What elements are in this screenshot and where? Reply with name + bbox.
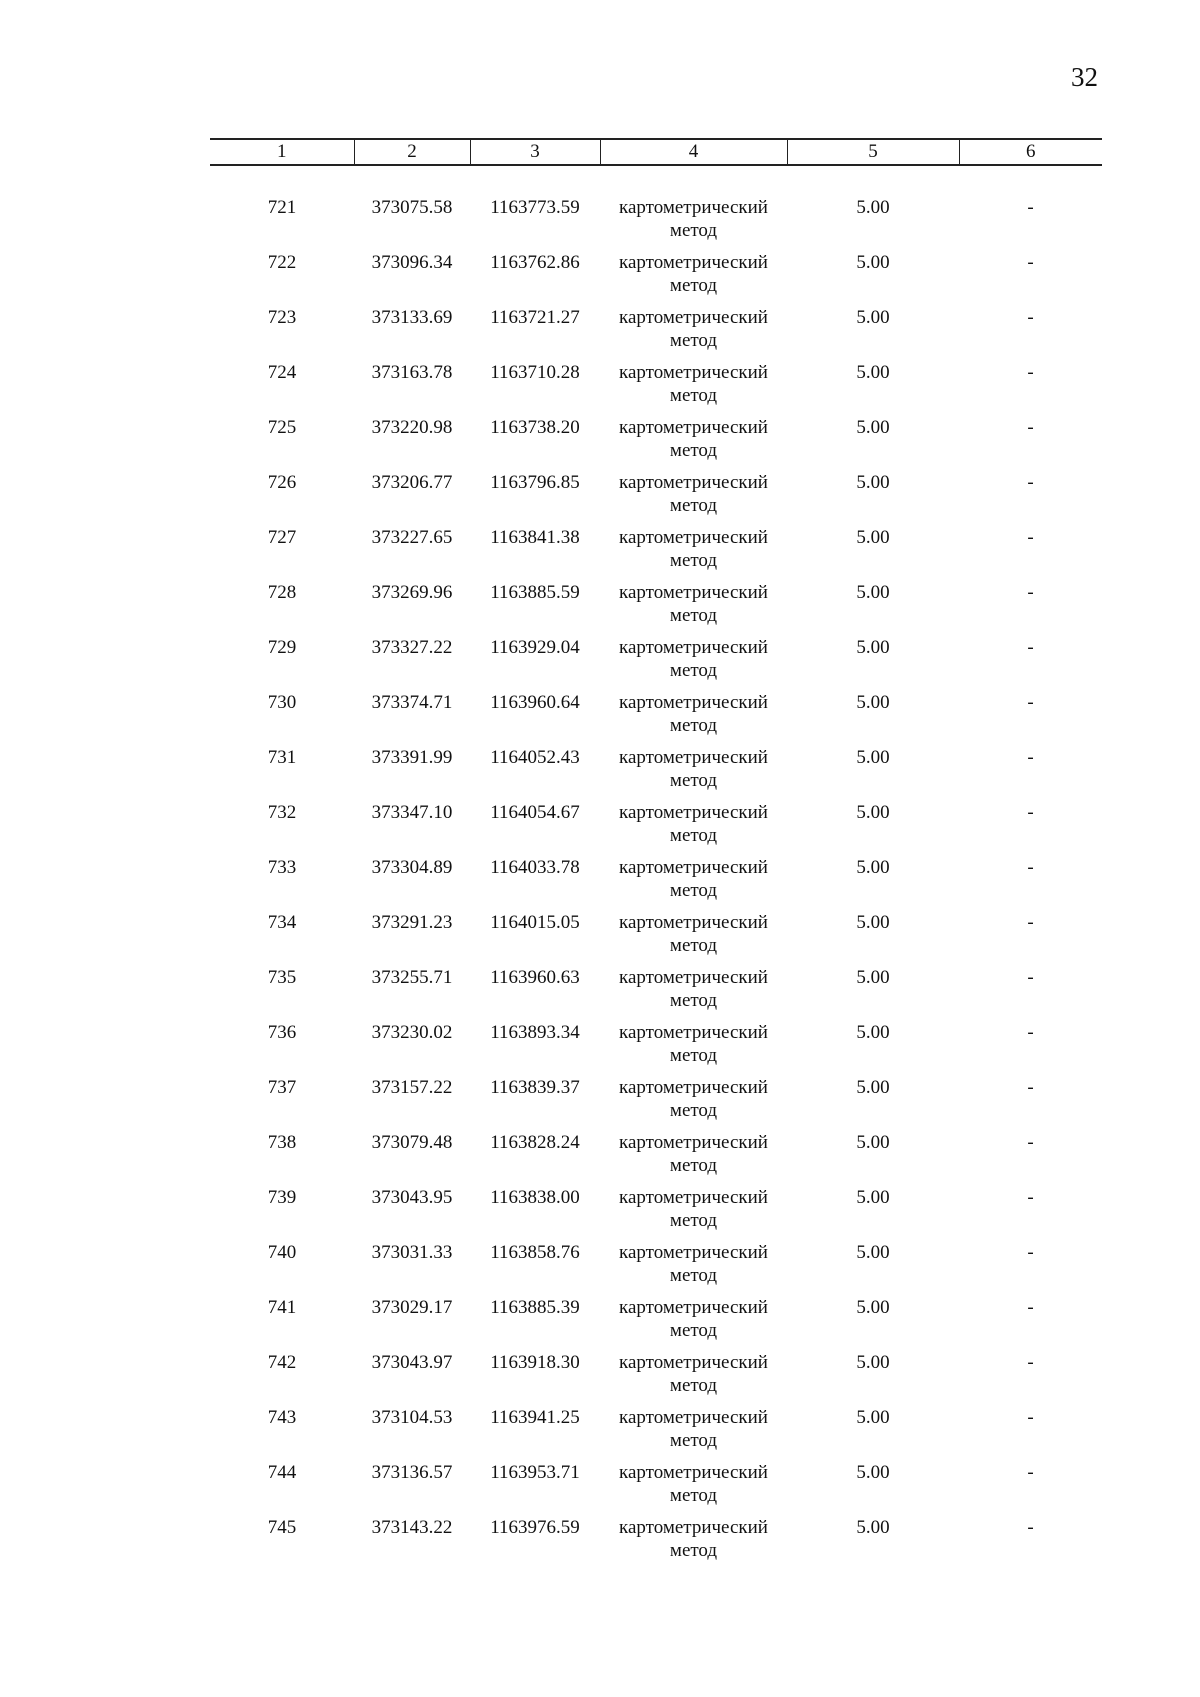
accuracy-cell: 5.00 <box>856 472 890 493</box>
x-coordinate-cell: 373043.95 <box>371 1187 453 1208</box>
method-cell <box>600 1076 787 1131</box>
method-line-2: метод <box>669 880 718 901</box>
y-coordinate-cell: 1163738.20 <box>490 417 580 438</box>
method-cell <box>600 1351 787 1406</box>
x-coordinate-cell: 373347.10 <box>371 802 453 823</box>
method-line-2: метод <box>669 220 718 241</box>
method-line-1: картометрический <box>619 802 768 823</box>
point-number-cell: 733 <box>267 857 297 878</box>
x-coordinate-cell: 373136.57 <box>371 1462 453 1483</box>
x-coordinate-cell: 373269.96 <box>371 582 453 603</box>
method-line-1: картометрический <box>619 1297 768 1318</box>
note-cell: - <box>1027 1132 1034 1153</box>
x-coordinate-cell: 373327.22 <box>371 637 453 658</box>
method-cell <box>600 1516 787 1571</box>
method-cell <box>600 361 787 416</box>
method-line-2: метод <box>669 1100 718 1121</box>
y-coordinate-cell: 1163721.27 <box>490 307 580 328</box>
note-cell: - <box>1027 967 1034 988</box>
accuracy-cell: 5.00 <box>856 637 890 658</box>
accuracy-cell: 5.00 <box>856 1077 890 1098</box>
method-line-2: метод <box>669 1210 718 1231</box>
note-cell: - <box>1027 802 1034 823</box>
x-coordinate-cell: 373374.71 <box>371 692 453 713</box>
y-coordinate-cell: 1163838.00 <box>490 1187 580 1208</box>
y-coordinate-cell: 1164033.78 <box>490 857 580 878</box>
accuracy-cell: 5.00 <box>856 912 890 933</box>
point-number-cell: 730 <box>267 692 297 713</box>
y-coordinate-cell: 1164054.67 <box>490 802 580 823</box>
column-header: 5 <box>787 139 959 165</box>
method-line-2: метод <box>669 990 718 1011</box>
method-line-2: метод <box>669 1540 718 1561</box>
note-cell: - <box>1027 1517 1034 1538</box>
y-coordinate-cell: 1163885.39 <box>490 1297 580 1318</box>
point-number-cell: 740 <box>267 1242 297 1263</box>
x-coordinate-cell: 373031.33 <box>371 1242 453 1263</box>
table-row <box>210 251 1102 306</box>
point-number-cell: 726 <box>267 472 297 493</box>
method-line-1: картометрический <box>619 1077 768 1098</box>
method-line-1: картометрический <box>619 857 768 878</box>
method-cell <box>600 416 787 471</box>
method-line-1: картометрический <box>619 1242 768 1263</box>
method-cell <box>600 911 787 966</box>
note-cell: - <box>1027 362 1034 383</box>
point-number-cell: 723 <box>267 307 297 328</box>
method-line-1: картометрический <box>619 967 768 988</box>
table-row <box>210 966 1102 1021</box>
y-coordinate-cell: 1163960.63 <box>490 967 580 988</box>
accuracy-cell: 5.00 <box>856 417 890 438</box>
method-line-1: картометрический <box>619 1517 768 1538</box>
method-cell <box>600 1461 787 1516</box>
x-coordinate-cell: 373220.98 <box>371 417 453 438</box>
x-coordinate-cell: 373157.22 <box>371 1077 453 1098</box>
method-line-1: картометрический <box>619 692 768 713</box>
method-line-2: метод <box>669 715 718 736</box>
table-row <box>210 1516 1102 1571</box>
table-row <box>210 361 1102 416</box>
point-number-cell: 722 <box>267 252 297 273</box>
method-line-1: картометрический <box>619 637 768 658</box>
point-number-cell: 739 <box>267 1187 297 1208</box>
method-line-2: метод <box>669 1155 718 1176</box>
note-cell: - <box>1027 1407 1034 1428</box>
x-coordinate-cell: 373143.22 <box>371 1517 453 1538</box>
method-cell <box>600 196 787 251</box>
x-coordinate-cell: 373075.58 <box>371 197 453 218</box>
method-line-2: метод <box>669 1485 718 1506</box>
method-line-2: метод <box>669 275 718 296</box>
table-row <box>210 801 1102 856</box>
accuracy-cell: 5.00 <box>856 1517 890 1538</box>
note-cell: - <box>1027 637 1034 658</box>
method-cell <box>600 1131 787 1186</box>
method-line-1: картометрический <box>619 1462 768 1483</box>
accuracy-cell: 5.00 <box>856 967 890 988</box>
method-line-2: метод <box>669 825 718 846</box>
method-line-1: картометрический <box>619 307 768 328</box>
x-coordinate-cell: 373133.69 <box>371 307 453 328</box>
accuracy-cell: 5.00 <box>856 1187 890 1208</box>
note-cell: - <box>1027 912 1034 933</box>
table-row <box>210 1021 1102 1076</box>
note-cell: - <box>1027 1187 1034 1208</box>
y-coordinate-cell: 1163773.59 <box>490 197 580 218</box>
method-line-2: метод <box>669 935 718 956</box>
point-number-cell: 743 <box>267 1407 297 1428</box>
point-number-cell: 738 <box>267 1132 297 1153</box>
method-line-1: картометрический <box>619 472 768 493</box>
y-coordinate-cell: 1163976.59 <box>490 1517 580 1538</box>
accuracy-cell: 5.00 <box>856 802 890 823</box>
x-coordinate-cell: 373104.53 <box>371 1407 453 1428</box>
point-number-cell: 725 <box>267 417 297 438</box>
method-cell <box>600 746 787 801</box>
method-cell <box>600 1241 787 1296</box>
x-coordinate-cell: 373391.99 <box>371 747 453 768</box>
table-row <box>210 196 1102 251</box>
accuracy-cell: 5.00 <box>856 857 890 878</box>
column-header: 3 <box>470 139 600 165</box>
method-cell <box>600 966 787 1021</box>
note-cell: - <box>1027 197 1034 218</box>
x-coordinate-cell: 373043.97 <box>371 1352 453 1373</box>
accuracy-cell: 5.00 <box>856 362 890 383</box>
table-row <box>210 1076 1102 1131</box>
coordinates-table <box>210 138 1102 1571</box>
note-cell: - <box>1027 417 1034 438</box>
x-coordinate-cell: 373096.34 <box>371 252 453 273</box>
method-line-2: метод <box>669 330 718 351</box>
column-number-row <box>210 139 1102 165</box>
accuracy-cell: 5.00 <box>856 692 890 713</box>
point-number-cell: 731 <box>267 747 297 768</box>
accuracy-cell: 5.00 <box>856 1462 890 1483</box>
y-coordinate-cell: 1163885.59 <box>490 582 580 603</box>
accuracy-cell: 5.00 <box>856 1132 890 1153</box>
method-cell <box>600 471 787 526</box>
method-line-1: картометрический <box>619 1022 768 1043</box>
note-cell: - <box>1027 1297 1034 1318</box>
accuracy-cell: 5.00 <box>856 1242 890 1263</box>
point-number-cell: 735 <box>267 967 297 988</box>
table-row <box>210 856 1102 911</box>
method-cell <box>600 1296 787 1351</box>
accuracy-cell: 5.00 <box>856 252 890 273</box>
table-row <box>210 1241 1102 1296</box>
note-cell: - <box>1027 1352 1034 1373</box>
table-row <box>210 416 1102 471</box>
method-line-2: метод <box>669 1320 718 1341</box>
accuracy-cell: 5.00 <box>856 747 890 768</box>
y-coordinate-cell: 1163762.86 <box>490 252 580 273</box>
x-coordinate-cell: 373029.17 <box>371 1297 453 1318</box>
point-number-cell: 742 <box>267 1352 297 1373</box>
point-number-cell: 745 <box>267 1517 297 1538</box>
table-row <box>210 306 1102 361</box>
column-header: 2 <box>354 139 470 165</box>
method-line-2: метод <box>669 660 718 681</box>
method-cell <box>600 636 787 691</box>
y-coordinate-cell: 1163918.30 <box>490 1352 580 1373</box>
note-cell: - <box>1027 857 1034 878</box>
table-row <box>210 581 1102 636</box>
column-header: 6 <box>959 139 1102 165</box>
method-line-2: метод <box>669 1045 718 1066</box>
note-cell: - <box>1027 1077 1034 1098</box>
method-cell <box>600 526 787 581</box>
point-number-cell: 736 <box>267 1022 297 1043</box>
method-cell <box>600 1186 787 1241</box>
table-row <box>210 636 1102 691</box>
accuracy-cell: 5.00 <box>856 1352 890 1373</box>
point-number-cell: 724 <box>267 362 297 383</box>
accuracy-cell: 5.00 <box>856 1407 890 1428</box>
header-spacer <box>210 165 1102 196</box>
point-number-cell: 728 <box>267 582 297 603</box>
y-coordinate-cell: 1163841.38 <box>490 527 580 548</box>
method-line-1: картометрический <box>619 582 768 603</box>
point-number-cell: 744 <box>267 1462 297 1483</box>
table-row <box>210 1461 1102 1516</box>
point-number-cell: 732 <box>267 802 297 823</box>
table-row <box>210 911 1102 966</box>
method-line-1: картометрический <box>619 417 768 438</box>
method-line-1: картометрический <box>619 1407 768 1428</box>
accuracy-cell: 5.00 <box>856 527 890 548</box>
y-coordinate-cell: 1163796.85 <box>490 472 580 493</box>
accuracy-cell: 5.00 <box>856 197 890 218</box>
y-coordinate-cell: 1163929.04 <box>490 637 580 658</box>
note-cell: - <box>1027 527 1034 548</box>
method-line-1: картометрический <box>619 1187 768 1208</box>
x-coordinate-cell: 373163.78 <box>371 362 453 383</box>
note-cell: - <box>1027 1242 1034 1263</box>
page-number: 32 <box>1071 62 1098 92</box>
method-line-1: картометрический <box>619 197 768 218</box>
note-cell: - <box>1027 747 1034 768</box>
y-coordinate-cell: 1163828.24 <box>490 1132 580 1153</box>
point-number-cell: 741 <box>267 1297 297 1318</box>
y-coordinate-cell: 1163710.28 <box>490 362 580 383</box>
note-cell: - <box>1027 1462 1034 1483</box>
table-row <box>210 1351 1102 1406</box>
point-number-cell: 737 <box>267 1077 297 1098</box>
y-coordinate-cell: 1163941.25 <box>490 1407 580 1428</box>
x-coordinate-cell: 373227.65 <box>371 527 453 548</box>
method-cell <box>600 691 787 746</box>
column-header: 4 <box>600 139 787 165</box>
method-line-1: картометрический <box>619 1132 768 1153</box>
point-number-cell: 727 <box>267 527 297 548</box>
note-cell: - <box>1027 307 1034 328</box>
note-cell: - <box>1027 692 1034 713</box>
method-cell <box>600 801 787 856</box>
method-line-2: метод <box>669 1430 718 1451</box>
x-coordinate-cell: 373206.77 <box>371 472 453 493</box>
method-line-1: картометрический <box>619 362 768 383</box>
y-coordinate-cell: 1164015.05 <box>490 912 580 933</box>
table-body <box>210 165 1102 1571</box>
table-row <box>210 526 1102 581</box>
method-line-2: метод <box>669 605 718 626</box>
note-cell: - <box>1027 582 1034 603</box>
point-number-cell: 734 <box>267 912 297 933</box>
y-coordinate-cell: 1163893.34 <box>490 1022 580 1043</box>
accuracy-cell: 5.00 <box>856 582 890 603</box>
table-row <box>210 471 1102 526</box>
method-line-2: метод <box>669 1265 718 1286</box>
method-line-2: метод <box>669 385 718 406</box>
table-row <box>210 1296 1102 1351</box>
method-line-1: картометрический <box>619 747 768 768</box>
method-cell <box>600 251 787 306</box>
method-cell <box>600 1021 787 1076</box>
table-row <box>210 1186 1102 1241</box>
method-line-1: картометрический <box>619 912 768 933</box>
y-coordinate-cell: 1163960.64 <box>490 692 580 713</box>
method-line-2: метод <box>669 770 718 791</box>
method-line-2: метод <box>669 440 718 461</box>
note-cell: - <box>1027 472 1034 493</box>
note-cell: - <box>1027 252 1034 273</box>
y-coordinate-cell: 1163953.71 <box>490 1462 580 1483</box>
x-coordinate-cell: 373255.71 <box>371 967 453 988</box>
x-coordinate-cell: 373079.48 <box>371 1132 453 1153</box>
method-line-2: метод <box>669 550 718 571</box>
y-coordinate-cell: 1163858.76 <box>490 1242 580 1263</box>
accuracy-cell: 5.00 <box>856 1297 890 1318</box>
method-cell <box>600 306 787 361</box>
point-number-cell: 721 <box>267 197 297 218</box>
method-line-1: картометрический <box>619 527 768 548</box>
note-cell: - <box>1027 1022 1034 1043</box>
method-cell <box>600 581 787 636</box>
accuracy-cell: 5.00 <box>856 1022 890 1043</box>
column-header: 1 <box>210 139 354 165</box>
x-coordinate-cell: 373304.89 <box>371 857 453 878</box>
method-line-1: картометрический <box>619 1352 768 1373</box>
point-number-cell: 729 <box>267 637 297 658</box>
table-row <box>210 1406 1102 1461</box>
method-line-2: метод <box>669 1375 718 1396</box>
y-coordinate-cell: 1163839.37 <box>490 1077 580 1098</box>
method-line-2: метод <box>669 495 718 516</box>
accuracy-cell: 5.00 <box>856 307 890 328</box>
y-coordinate-cell: 1164052.43 <box>490 747 580 768</box>
table-row <box>210 746 1102 801</box>
table-row <box>210 1131 1102 1186</box>
table-row <box>210 691 1102 746</box>
x-coordinate-cell: 373230.02 <box>371 1022 453 1043</box>
x-coordinate-cell: 373291.23 <box>371 912 453 933</box>
method-line-1: картометрический <box>619 252 768 273</box>
method-cell <box>600 856 787 911</box>
method-cell <box>600 1406 787 1461</box>
